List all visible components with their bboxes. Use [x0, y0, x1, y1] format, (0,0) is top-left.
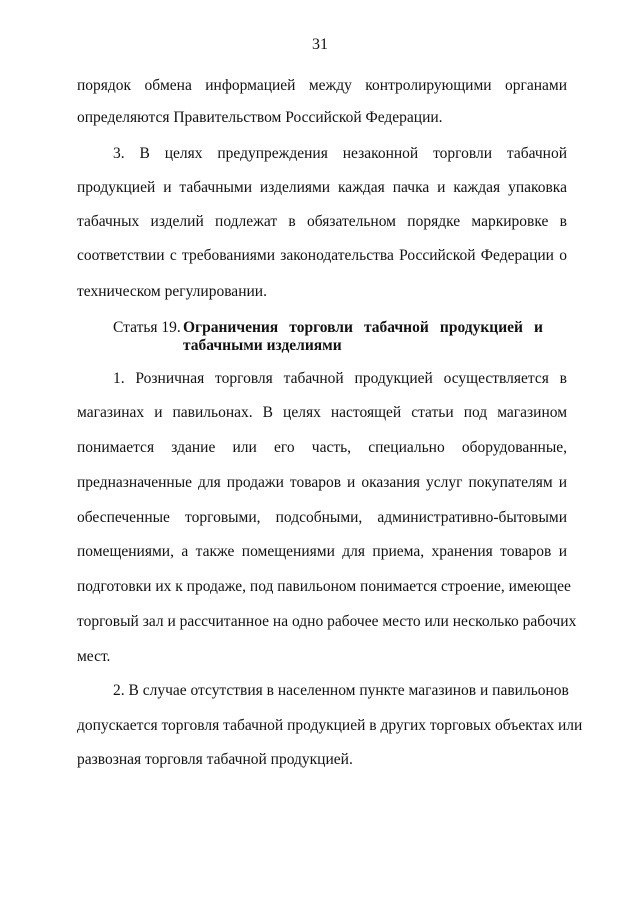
paragraph-line: допускается торговля табачной продукцией в других торговых объектах или: [77, 717, 583, 734]
paragraph-line: 2. В случае отсутствия в населенном пункте магазинов и павильонов: [113, 682, 569, 699]
paragraph-line: 3. В целях предупреждения незаконной торговли табачной: [113, 145, 567, 162]
page-number: 31: [312, 36, 328, 53]
article-label: Статья 19.: [113, 319, 181, 336]
paragraph-line: помещениями, а также помещениями для приема, хранения товаров и: [77, 543, 567, 560]
paragraph-line: техническом регулировании.: [77, 283, 267, 300]
paragraph-line: мест.: [77, 648, 111, 665]
paragraph-line: продукцией и табачными изделиями каждая пачка и каждая упаковка: [77, 179, 567, 196]
paragraph-line: 1. Розничная торговля табачной продукцией осуществляется в: [113, 370, 567, 387]
paragraph-line: табачных изделий подлежат в обязательном порядке маркировке в: [77, 213, 567, 230]
paragraph-line: понимается здание или его часть, специально оборудованные,: [77, 439, 567, 456]
paragraph-line: развозная торговля табачной продукцией.: [77, 751, 353, 768]
paragraph-line: порядок обмена информацией между контролирующими органами: [77, 77, 567, 94]
paragraph-line: подготовки их к продаже, под павильоном понимается строение, имеющее: [77, 578, 571, 595]
paragraph-line: определяются Правительством Российской Федерации.: [77, 109, 443, 126]
paragraph-line: соответствии с требованиями законодательства Российской Федерации о: [77, 247, 567, 264]
article-title-line1: Ограничения торговли табачной продукцией и: [183, 319, 543, 336]
paragraph-line: торговый зал и рассчитанное на одно рабочее место или несколько рабочих: [77, 613, 577, 630]
paragraph-line: магазинах и павильонах. В целях настоящей статьи под магазином: [77, 404, 567, 421]
article-title-line2: табачными изделиями: [183, 337, 342, 354]
paragraph-line: обеспеченные торговыми, подсобными, административно-бытовыми: [77, 509, 567, 526]
paragraph-line: предназначенные для продажи товаров и оказания услуг покупателям и: [77, 474, 567, 491]
